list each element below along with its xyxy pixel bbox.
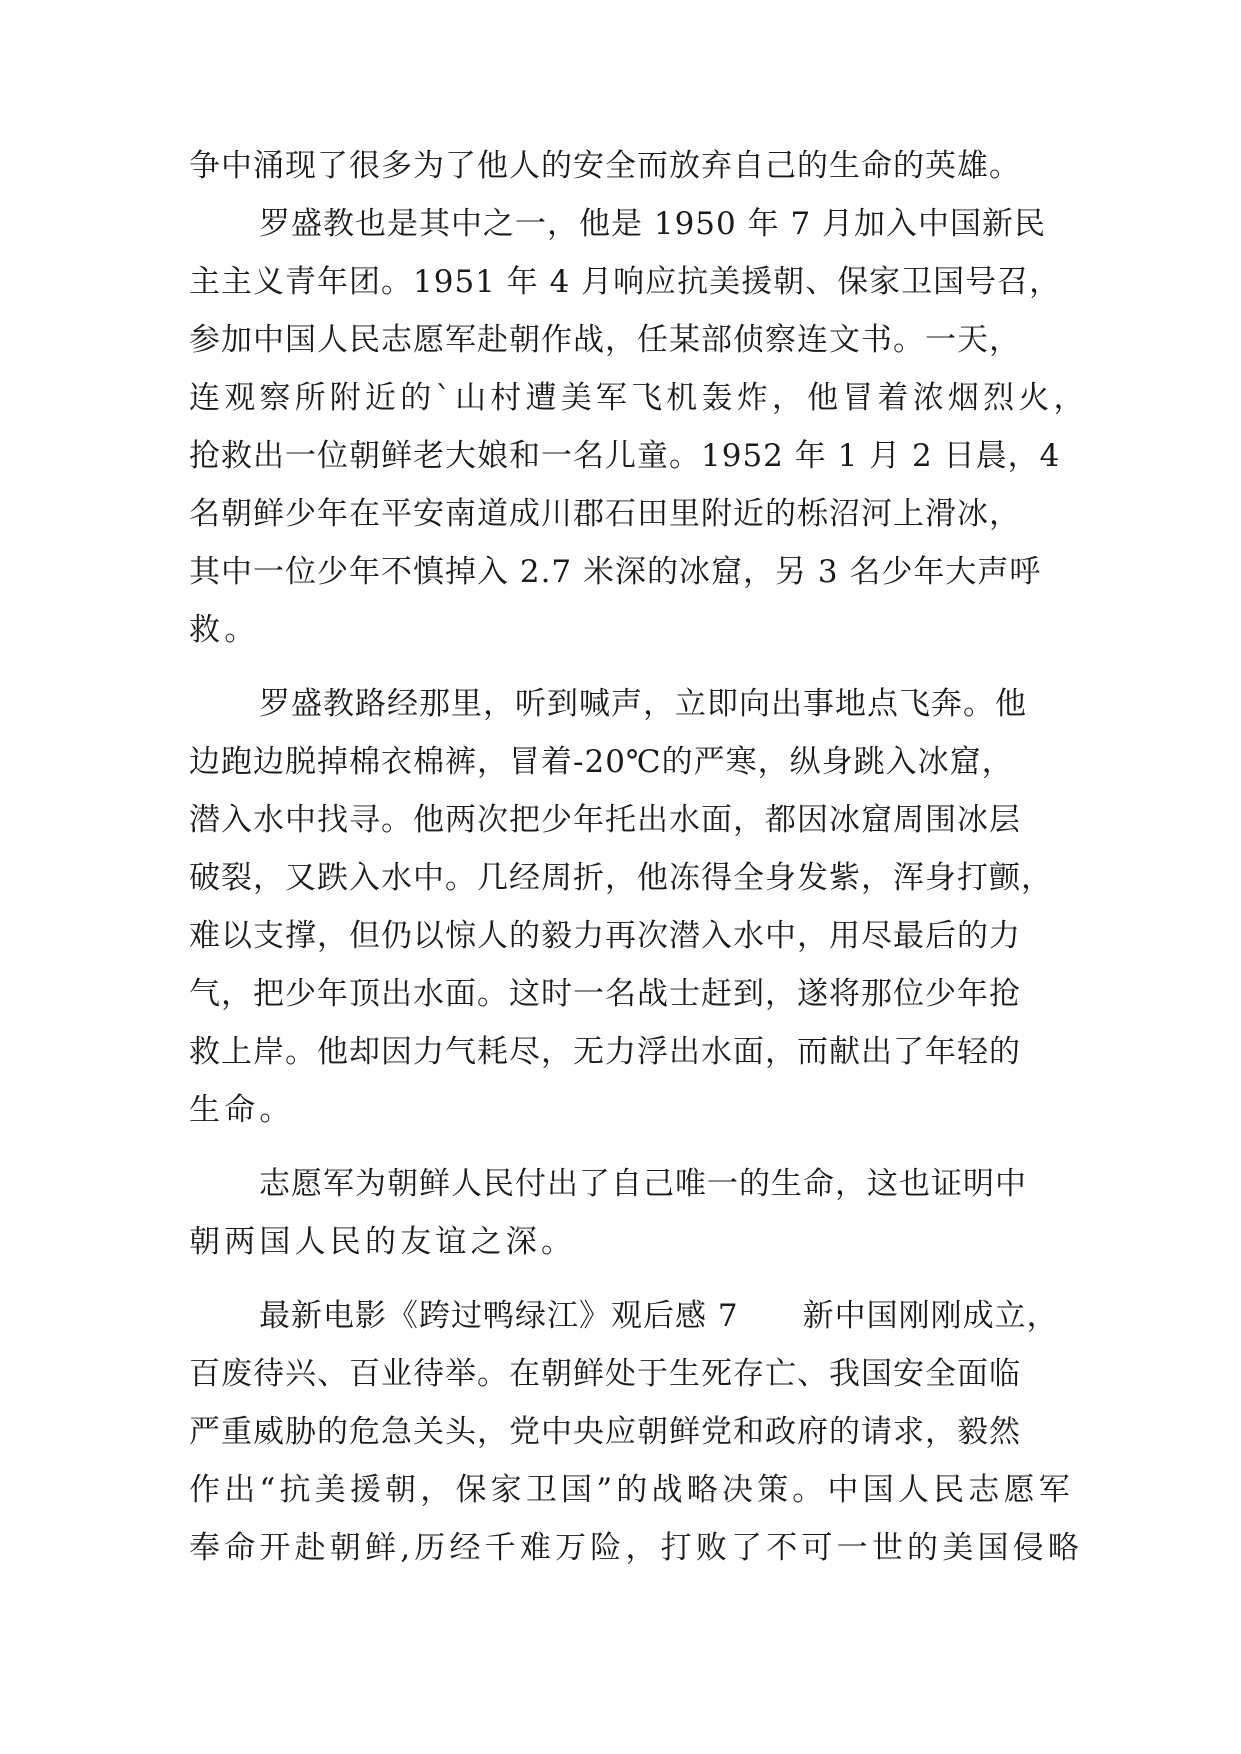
line-text: 最新电影《跨过鸭绿江》观后感 7 新中国刚刚成立， [259,1298,1059,1334]
text-line-24 [0,1516,1241,1580]
text-line-2 [0,192,1241,256]
line-text: 生命。 [189,1092,295,1128]
text-line-5 [0,366,1241,430]
text-line-18 [0,1152,1241,1216]
text-line-16 [0,1020,1241,1084]
line-text: 志愿军为朝鲜人民付出了自己唯一的生命，这也证明中 [259,1166,1027,1202]
text-line-13 [0,846,1241,910]
line-text: 抢救出一位朝鲜老大娘和一名儿童。1952 年 1 月 2 日晨，4 [189,438,1061,474]
text-line-20 [0,1284,1241,1348]
line-text: 罗盛教也是其中之一，他是 1950 年 7 月加入中国新民 [259,206,1047,242]
text-line-14 [0,904,1241,968]
text-line-7 [0,482,1241,546]
line-text: 名朝鲜少年在平安南道成川郡石田里附近的栎沼河上滑冰， [189,496,1021,532]
line-text: 罗盛教路经那里，听到喊声，立即向出事地点飞奔。他 [259,686,1027,722]
line-text: 朝两国人民的友谊之深。 [189,1224,577,1260]
line-text: 主主义青年团。1951 年 4 月响应抗美援朝、保家卫国号召， [189,264,1062,300]
text-line-8 [0,540,1241,604]
text-line-4 [0,308,1241,372]
line-text: 百废待兴、百业待举。在朝鲜处于生死存亡、我国安全面临 [189,1356,1021,1392]
line-text: 连观察所附近的`山村遭美军飞机轰炸，他冒着浓烟烈火， [189,380,1089,416]
line-text: 奉命开赴朝鲜,历经千难万险，打败了不可一世的美国侵略 [189,1530,1084,1566]
text-line-1 [0,134,1241,198]
line-text: 作出“抗美援朝，保家卫国”的战略决策。中国人民志愿军 [189,1472,1074,1508]
line-text: 气，把少年顶出水面。这时一名战士赶到，遂将那位少年抢 [189,976,1021,1012]
text-line-6 [0,424,1241,488]
line-text: 潜入水中找寻。他两次把少年托出水面，都因冰窟周围冰层 [189,802,1021,838]
text-line-15 [0,962,1241,1026]
line-text: 参加中国人民志愿军赴朝作战，任某部侦察连文书。一天， [189,322,1021,358]
text-line-17 [0,1078,1241,1142]
text-line-9 [0,598,1241,662]
line-text: 其中一位少年不慎掉入 2.7 米深的冰窟，另 3 名少年大声呼 [189,554,1042,590]
text-line-11 [0,730,1241,794]
line-text: 救上岸。他却因力气耗尽，无力浮出水面，而献出了年轻的 [189,1034,1021,1070]
line-text: 救。 [189,612,260,648]
text-line-23 [0,1458,1241,1522]
line-text: 严重威胁的危急关头，党中央应朝鲜党和政府的请求，毅然 [189,1414,1021,1450]
text-line-22 [0,1400,1241,1464]
line-text: 争中涌现了很多为了他人的安全而放弃自己的生命的英雄。 [189,148,1021,184]
text-line-3 [0,250,1241,314]
line-text: 破裂，又跌入水中。几经周折，他冻得全身发紫，浑身打颤， [189,860,1053,896]
text-line-12 [0,788,1241,852]
text-line-21 [0,1342,1241,1406]
line-text: 边跑边脱掉棉衣棉裤，冒着-20℃的严寒，纵身跳入冰窟， [189,744,1014,780]
text-line-10 [0,672,1241,736]
text-line-19 [0,1210,1241,1274]
line-text: 难以支撑，但仍以惊人的毅力再次潜入水中，用尽最后的力 [189,918,1021,954]
